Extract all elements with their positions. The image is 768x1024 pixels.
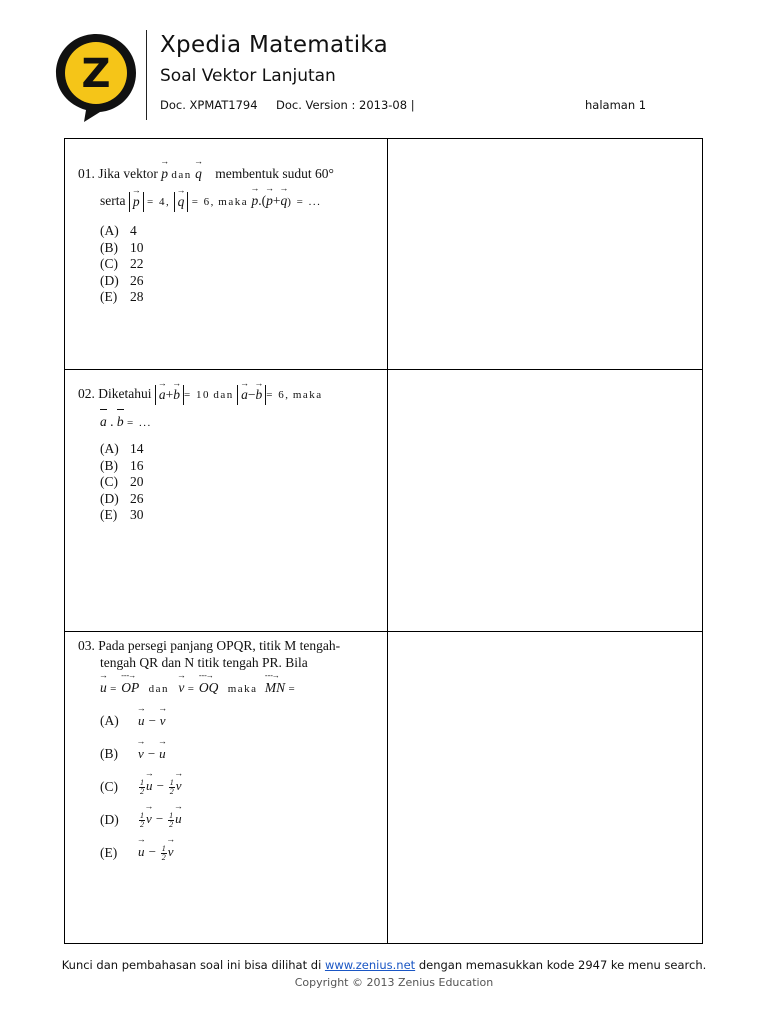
doc-id: Doc. XPMAT1794 bbox=[160, 98, 258, 112]
q1-number: 01. bbox=[78, 166, 95, 181]
q2-options bbox=[100, 440, 378, 523]
q1-var-q: → q bbox=[195, 165, 202, 182]
q3-vec-mn: - - -→ MN bbox=[265, 679, 285, 696]
q1-dan: dan bbox=[171, 169, 192, 181]
q3-option-d: (D) $\frac{1}{2}$ → v − $\frac{1}{2}$ → u bbox=[100, 803, 378, 836]
q2-bar-a: a bbox=[100, 414, 107, 429]
footer-text-after: dengan memasukkan kode 2947 ke menu search. bbox=[418, 958, 707, 972]
page-number: halaman 1 bbox=[585, 98, 647, 112]
q1-expr-p: → p bbox=[252, 192, 259, 209]
q3-vec-op: - - -→ OP bbox=[121, 679, 139, 696]
q3-option-c: (C) $\frac{1}{2}$ → u − $\frac{1}{2}$ → v bbox=[100, 770, 378, 803]
q3-options bbox=[100, 704, 378, 869]
q3-line-2 bbox=[100, 654, 378, 671]
question-grid bbox=[64, 138, 703, 944]
q2-maka: maka bbox=[292, 389, 323, 402]
q1-expr-plus: + bbox=[272, 193, 281, 209]
logo-letter: Z bbox=[81, 51, 111, 97]
q1-text: Jika vektor bbox=[98, 166, 158, 181]
footer-text-before: Kunci dan pembahasan soal ini bisa dilihat di bbox=[61, 958, 322, 972]
q1-maka: maka bbox=[218, 196, 249, 209]
header-divider bbox=[146, 30, 147, 120]
row-divider-1 bbox=[65, 369, 702, 370]
q2-eq1: = 10 bbox=[184, 389, 210, 402]
q2-tail: = ... bbox=[127, 417, 152, 429]
q3-maka: maka bbox=[227, 683, 258, 695]
q1-option-d: (D) 26 bbox=[100, 272, 144, 288]
q2-number: 02. bbox=[78, 386, 95, 402]
q3-var-v: → v bbox=[178, 679, 184, 696]
q2-option-d: (D) 26 bbox=[100, 490, 144, 506]
zenius-logo bbox=[54, 32, 138, 122]
q3-dan: dan bbox=[148, 683, 169, 695]
q1-abs-p: → p bbox=[133, 192, 140, 212]
q3-line-3: → u = - - -→ OP dan → v = - - -→ OQ maka - - -→ MN = bbox=[100, 679, 378, 698]
question-3 bbox=[78, 637, 378, 869]
q2-line-2 bbox=[100, 413, 378, 432]
row-divider-2 bbox=[65, 631, 702, 632]
q1-options bbox=[100, 222, 378, 305]
q2-line-1: 02. Diketahui → a+→ b = 10 dan → a−→ b = 6, maka bbox=[78, 385, 378, 405]
footer-note bbox=[0, 958, 768, 972]
zenius-link[interactable]: www.zenius.net bbox=[324, 958, 416, 972]
q3-text-1: Pada persegi panjang OPQR, titik M tengah- bbox=[98, 638, 341, 653]
q2-option-b: (B) 16 bbox=[100, 457, 144, 473]
q2-bar-b: b bbox=[116, 414, 124, 429]
q3-option-a: (A) → u − → v bbox=[100, 704, 378, 737]
q1-option-e: (E) 28 bbox=[100, 289, 144, 304]
q1-expr-close: ) = ... bbox=[287, 196, 322, 209]
q2-eq2: = 6, bbox=[266, 389, 290, 402]
q3-vec-oq: - - -→ OQ bbox=[199, 679, 219, 696]
q1-serta: serta bbox=[100, 193, 126, 209]
q3-option-b: (B) → v − → u bbox=[100, 737, 378, 770]
q2-dot: . bbox=[110, 414, 114, 429]
q3-number: 03. bbox=[78, 638, 95, 653]
copyright: Copyright © 2013 Zenius Education bbox=[294, 976, 494, 989]
q1-abs-q: → q bbox=[178, 192, 185, 212]
q1-option-c: (C) 22 bbox=[100, 256, 144, 271]
q2-option-a: (A) 14 bbox=[100, 441, 144, 456]
q2-option-c: (C) 20 bbox=[100, 474, 144, 489]
q1-line-2 bbox=[100, 192, 378, 212]
q1-option-a: (A) 4 bbox=[100, 223, 137, 238]
q1-angle-text: membentuk sudut 60° bbox=[215, 166, 334, 181]
q1-eq-q: = 6, bbox=[191, 196, 215, 209]
q3-option-e: (E) → u − $\frac{1}{2}$ → v bbox=[100, 836, 378, 869]
q3-line-1 bbox=[78, 637, 378, 654]
page-header bbox=[0, 0, 768, 130]
page-title: Xpedia Matematika bbox=[160, 32, 389, 58]
q1-expr-open: .( bbox=[258, 193, 267, 209]
question-1 bbox=[78, 165, 378, 305]
question-2 bbox=[78, 385, 378, 523]
column-divider bbox=[387, 139, 388, 943]
doc-version: Doc. Version : 2013-08 | bbox=[276, 98, 415, 112]
q1-line-1 bbox=[78, 165, 378, 184]
q1-var-p: → p bbox=[161, 165, 168, 182]
q1-option-b: (B) 10 bbox=[100, 239, 144, 255]
q3-text-2: tengah QR dan N titik tengah PR. Bila bbox=[100, 655, 308, 670]
q1-eq-p: = 4, bbox=[146, 196, 171, 209]
q2-diketahui: Diketahui bbox=[98, 386, 152, 402]
q2-dan: dan bbox=[213, 389, 234, 402]
q1-expr-p2: → p bbox=[266, 192, 273, 209]
q2-option-e: (E) 30 bbox=[100, 507, 144, 522]
page-subtitle: Soal Vektor Lanjutan bbox=[160, 66, 336, 86]
q3-var-u: → u bbox=[100, 679, 107, 696]
q1-expr-q: → q bbox=[281, 192, 288, 209]
